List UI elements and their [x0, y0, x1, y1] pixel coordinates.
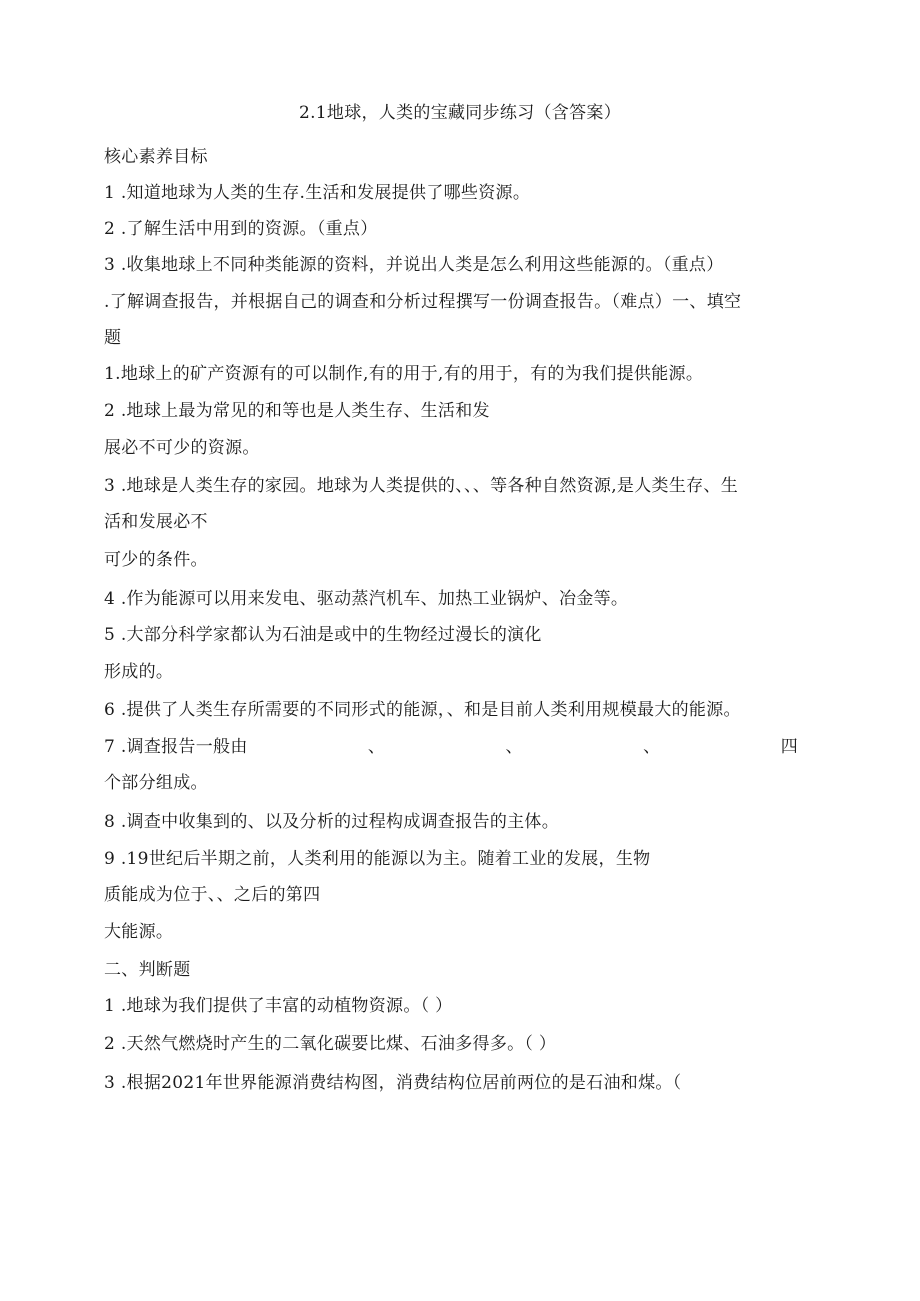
- goal-item-2: 2 .了解生活中用到的资源。（重点）: [104, 219, 378, 239]
- judge-question-2: 2 .天然气燃烧时产生的二氧化碳要比煤、石油多得多。（ ）: [104, 1034, 557, 1054]
- fill-question-2-cont: 展必不可少的资源。: [104, 438, 260, 458]
- section-heading-judge: 二、判断题: [104, 960, 191, 980]
- fill-question-3-cont: 活和发展必不: [104, 512, 208, 532]
- fill-question-7-part: 、: [505, 737, 523, 757]
- goal-item-4: .了解调查报告，并根据自己的调查和分析过程撰写一份调查报告。（难点）一、填空: [104, 292, 742, 312]
- fill-question-5-cont: 形成的。: [104, 662, 174, 682]
- fill-question-3: 3 .地球是人类生存的家园。地球为人类提供的、、、等各种自然资源,是人类生存、生: [104, 476, 739, 496]
- goal-item-1: 1 .知道地球为人类的生存.生活和发展提供了哪些资源。: [104, 183, 531, 203]
- fill-question-7-part: 、: [643, 737, 661, 757]
- judge-question-1: 1 .地球为我们提供了丰富的动植物资源。（ ）: [104, 996, 453, 1016]
- fill-question-9: 9 .19世纪后半期之前，人类利用的能源以为主。随着工业的发展，生物: [104, 849, 651, 869]
- fill-question-5: 5 .大部分科学家都认为石油是或中的生物经过漫长的演化: [104, 625, 542, 645]
- fill-question-7-part: 7 .调查报告一般由: [104, 737, 248, 757]
- fill-question-9-cont2: 大能源。: [104, 922, 174, 942]
- fill-question-3-cont2: 可少的条件。: [104, 550, 208, 570]
- fill-question-8: 8 .调查中收集到的、以及分析的过程构成调查报告的主体。: [104, 812, 560, 832]
- goal-item-4-cont: 题: [104, 328, 122, 348]
- fill-question-2: 2 .地球上最为常见的和等也是人类生存、生活和发: [104, 401, 490, 421]
- document-title: 2.1地球，人类的宝藏同步练习（含答案）: [298, 103, 622, 123]
- fill-question-1: 1.地球上的矿产资源有的可以制作,有的用于,有的用于，有的为我们提供能源。: [104, 364, 704, 384]
- fill-question-7-part: 四: [780, 737, 798, 757]
- fill-question-4: 4 .作为能源可以用来发电、驱动蒸汽机车、加热工业锅炉、冶金等。: [104, 589, 629, 609]
- fill-question-7-cont: 个部分组成。: [104, 773, 208, 793]
- section-heading-goals: 核心素养目标: [104, 147, 208, 167]
- fill-question-7-part: 、: [367, 737, 386, 757]
- fill-question-9-cont: 质能成为位于、、之后的第四: [104, 885, 321, 905]
- fill-question-6: 6 .提供了人类生存所需要的不同形式的能源，、和是目前人类利用规模最大的能源。: [104, 700, 741, 720]
- judge-question-3: 3 .根据2021年世界能源消费结构图，消费结构位居前两位的是石油和煤。（: [104, 1073, 682, 1093]
- goal-item-3: 3 .收集地球上不同种类能源的资料，并说出人类是怎么利用这些能源的。（重点）: [104, 255, 724, 275]
- fill-question-7: [104, 737, 798, 757]
